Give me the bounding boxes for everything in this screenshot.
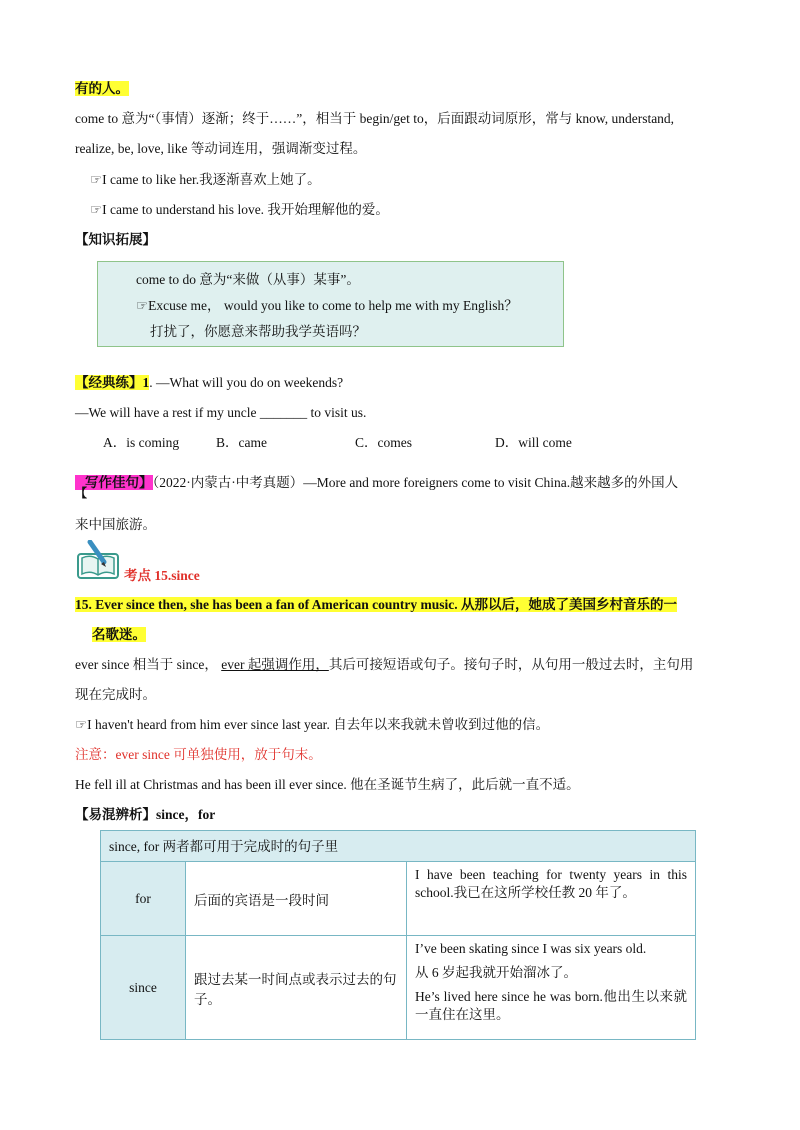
option-d: D．will come: [495, 435, 572, 450]
kaodian-label: 考点 15.since: [124, 568, 200, 583]
knowledge-extension-title: 【知识拓展】: [75, 232, 156, 247]
confuse-title: 【易混辨析】since，for: [75, 807, 216, 822]
practice-question: 【经典练】1. —What will you do on weekends?: [75, 375, 344, 390]
option-a: A．is coming: [103, 435, 180, 450]
extension-line: come to do 意为“来做（从事）某事”。: [136, 272, 360, 287]
example-sentence: ☞I came to like her.我逐渐喜欢上她了。: [90, 172, 321, 187]
table-header: since, for 两者都可用于完成时的句子里: [101, 831, 696, 862]
option-b: B．came: [216, 435, 267, 450]
description-cell: 跟过去某一时间点或表示过去的句子。: [186, 936, 407, 1040]
example-sentence: He fell ill at Christmas and has been ill ever since. 他在圣诞节生病了，此后就一直不适。: [75, 777, 580, 792]
ever-since-explanation: ever since 相当于 since， ever 起强调作用，其后可接短语或句子。接句子时，从句用一般过去时，主句用: [75, 657, 694, 672]
table-row: [101, 862, 696, 936]
since-for-table: [100, 830, 696, 1040]
writing-tag: 【 写作佳句】: [75, 475, 153, 500]
example-sentence: ☞I haven't heard from him ever since last year. 自去年以来我就未曾收到过他的信。: [75, 717, 550, 732]
key-sentence: 15. Ever since then, she has been a fan of American country music. 从那以后，她成了美国乡村音乐的一: [75, 597, 677, 612]
option-c: C．comes: [355, 435, 412, 450]
come-to-explanation: come to 意为“（事情）逐渐；终于……”，相当于 begin/get to，后面跟动词原形，常与 know, understand,: [75, 111, 675, 126]
key-sentence-cont: 名歌迷。: [92, 627, 146, 642]
example-cell: I have been teaching for twenty years in this school.我已在这所学校任教 20 年了。: [407, 862, 696, 936]
book-pencil-icon: [76, 540, 120, 580]
practice-question-line2: —We will have a rest if my uncle _______ to visit us.: [75, 405, 367, 420]
word-cell: since: [101, 936, 186, 1040]
extension-translation: 打扰了，你愿意来帮助我学英语吗？: [150, 324, 366, 339]
example-sentence: ☞I came to understand his love. 我开始理解他的爱。: [90, 202, 389, 217]
writing-sentence: 【 写作佳句】（2022·内蒙古·中考真题）—More and more foreigners come to visit China.越来越多的外国人: [75, 475, 679, 500]
practice-tag: 【经典练】1: [75, 375, 150, 390]
note: 注意：ever since 可单独使用，放于句末。: [75, 747, 322, 762]
writing-sentence-cont: 来中国旅游。: [75, 517, 156, 532]
come-to-explanation-cont: realize, be, love, like 等动词连用，强调渐变过程。: [75, 141, 367, 156]
table-row: [101, 936, 696, 1040]
example-cell: I’ve been skating since I was six years old. 从 6 岁起我就开始溜冰了。 He’s lived here since he was born.他出生以来就一直住在这里。: [407, 936, 696, 1040]
word-cell: for: [101, 862, 186, 936]
extension-example: ☞Excuse me， would you like to come to help me with my English？: [136, 298, 518, 313]
ever-since-explanation-cont: 现在完成时。: [75, 687, 156, 702]
table-header-row: [101, 831, 696, 862]
top-heading: 有的人。: [75, 81, 129, 96]
knowledge-extension-box: [97, 261, 564, 347]
description-cell: 后面的宾语是一段时间: [186, 862, 407, 936]
